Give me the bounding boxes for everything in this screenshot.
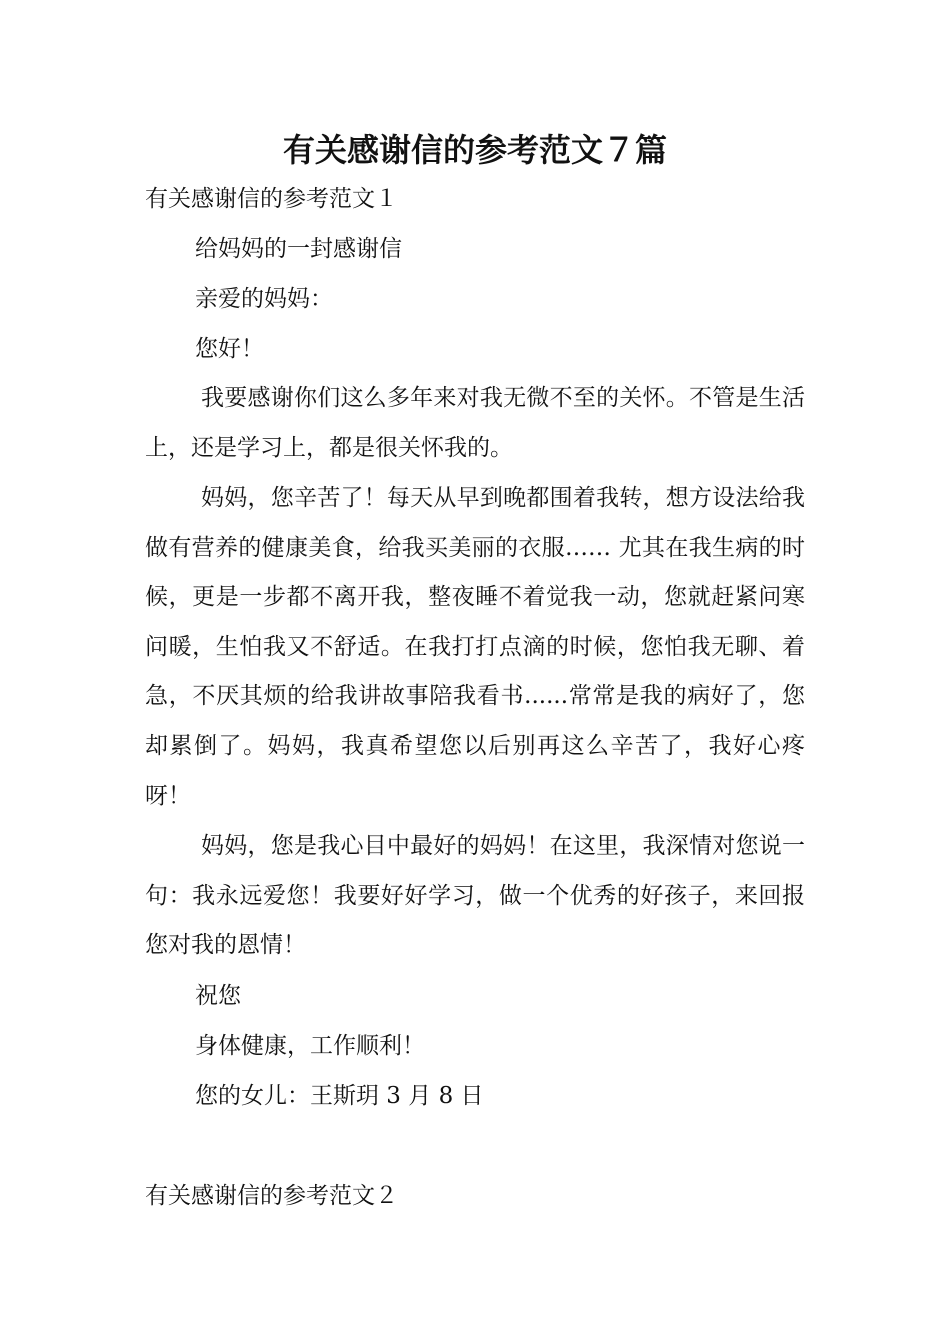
section-heading-2: 有关感谢信的参考范文２	[145, 1183, 398, 1209]
letter-greeting: 您好！	[195, 336, 264, 362]
section-heading-1: 有关感谢信的参考范文１	[145, 186, 398, 212]
document-title: 有关感谢信的参考范文７篇	[282, 131, 667, 169]
letter-paragraph-2: 妈妈，您辛苦了！每天从早到晚都围着我转，想方设法给我做有营养的健康美食，给我买美丽的衣服…… 尤其在我生病的时候，更是一步都不离开我，整夜睡不着觉我一动，您就赶紧问寒问暖，生怕我又不舒适。在我打打点滴的时候，您怕我无聊、着急，不厌其烦的给我讲故事陪我看书......常常是我的病好了，您却累倒了。妈妈，我真希望您以后别再这么辛苦了，我好心疼呀！	[145, 485, 805, 809]
letter-wish: 身体健康，工作顺利！	[195, 1033, 425, 1059]
letter-paragraph-1: 我要感谢你们这么多年来对我无微不至的关怀。不管是生活上，还是学习上，都是很关怀我的。	[145, 385, 805, 461]
letter-paragraph-3: 妈妈，您是我心目中最好的妈妈！在这里，我深情对您说一句：我永远爱您！我要好好学习，做一个优秀的好孩子，来回报您对我的恩情！	[145, 833, 805, 959]
letter-closing: 祝您	[195, 983, 241, 1009]
letter-title: 给妈妈的一封感谢信	[195, 236, 402, 262]
letter-signature: 您的女儿：王斯玥 3 月 8 日	[195, 1083, 484, 1109]
letter-salutation: 亲爱的妈妈：	[195, 286, 333, 312]
